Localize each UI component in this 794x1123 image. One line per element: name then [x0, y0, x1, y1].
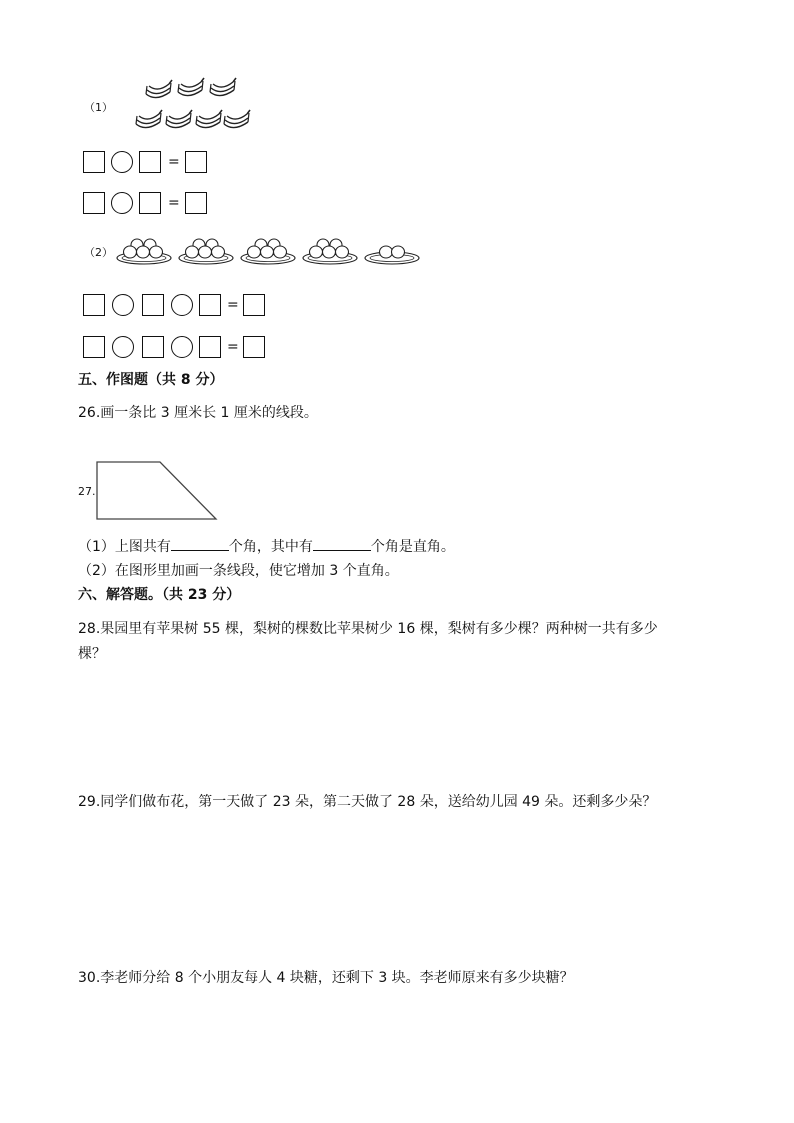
- equals-sign: =: [168, 195, 180, 211]
- banana-icon: [196, 110, 222, 128]
- answer-box[interactable]: [139, 192, 161, 214]
- equals-sign: =: [168, 154, 180, 170]
- banana-icon: [210, 78, 236, 96]
- answer-box[interactable]: [199, 294, 221, 316]
- trapezoid-figure[interactable]: [94, 460, 220, 522]
- plate-icon: [303, 239, 357, 264]
- question-27-sub1: [78, 536, 455, 557]
- part2-label: （2）: [84, 246, 113, 259]
- question-27-sub2: （2）在图形里加画一条线段，使它增加 3 个直角。: [78, 563, 399, 579]
- part1-label: （1）: [84, 101, 113, 114]
- answer-box[interactable]: [185, 192, 207, 214]
- question-30: 30.李老师分给 8 个小朋友每人 4 块糖，还剩下 3 块。李老师原来有多少块糖？: [78, 970, 574, 986]
- blank-right-angle-count[interactable]: [313, 536, 371, 551]
- section6-heading: 六、解答题。（共 23 分）: [78, 587, 241, 603]
- banana-icon: [136, 110, 162, 128]
- answer-box[interactable]: [142, 336, 164, 358]
- plates-of-buns-image: [116, 234, 426, 268]
- operator-circle[interactable]: [171, 294, 193, 316]
- answer-box[interactable]: [83, 294, 105, 316]
- plate-icon: [117, 239, 171, 264]
- banana-icon: [166, 110, 192, 128]
- question-29: 29.同学们做布花，第一天做了 23 朵，第二天做了 28 朵，送给幼儿园 49 朵。还剩多少朵？: [78, 794, 657, 810]
- answer-box[interactable]: [83, 192, 105, 214]
- answer-box[interactable]: [199, 336, 221, 358]
- operator-circle[interactable]: [111, 151, 133, 173]
- question-28-line1: 28.果园里有苹果树 55 棵，梨树的棵数比苹果树少 16 棵，梨树有多少棵？两种树一共有多少: [78, 621, 658, 637]
- question-28-line2: 棵？: [78, 646, 106, 662]
- section5-heading: 五、作图题（共 8 分）: [78, 372, 224, 388]
- operator-circle[interactable]: [112, 294, 134, 316]
- answer-box[interactable]: [185, 151, 207, 173]
- q27-sub1-text-a: （1）上图共有: [78, 539, 171, 555]
- question-26: 26.画一条比 3 厘米长 1 厘米的线段。: [78, 405, 318, 421]
- answer-box[interactable]: [83, 336, 105, 358]
- banana-icon: [178, 78, 204, 96]
- q27-sub1-text-b: 个角，其中有: [228, 539, 313, 555]
- operator-circle[interactable]: [112, 336, 134, 358]
- banana-icon: [224, 110, 250, 128]
- blank-angle-count[interactable]: [171, 536, 229, 551]
- q27-sub1-text-c: 个角是直角。: [370, 539, 455, 555]
- answer-box[interactable]: [243, 336, 265, 358]
- operator-circle[interactable]: [111, 192, 133, 214]
- equals-sign: =: [227, 339, 239, 355]
- banana-bunches-image: [130, 74, 260, 140]
- plate-icon: [179, 239, 233, 264]
- answer-box[interactable]: [83, 151, 105, 173]
- answer-box[interactable]: [142, 294, 164, 316]
- question-27-label: 27.: [78, 485, 96, 498]
- answer-box[interactable]: [243, 294, 265, 316]
- banana-icon: [146, 80, 172, 98]
- answer-box[interactable]: [139, 151, 161, 173]
- equals-sign: =: [227, 297, 239, 313]
- plate-icon: [365, 246, 419, 264]
- operator-circle[interactable]: [171, 336, 193, 358]
- plate-icon: [241, 239, 295, 264]
